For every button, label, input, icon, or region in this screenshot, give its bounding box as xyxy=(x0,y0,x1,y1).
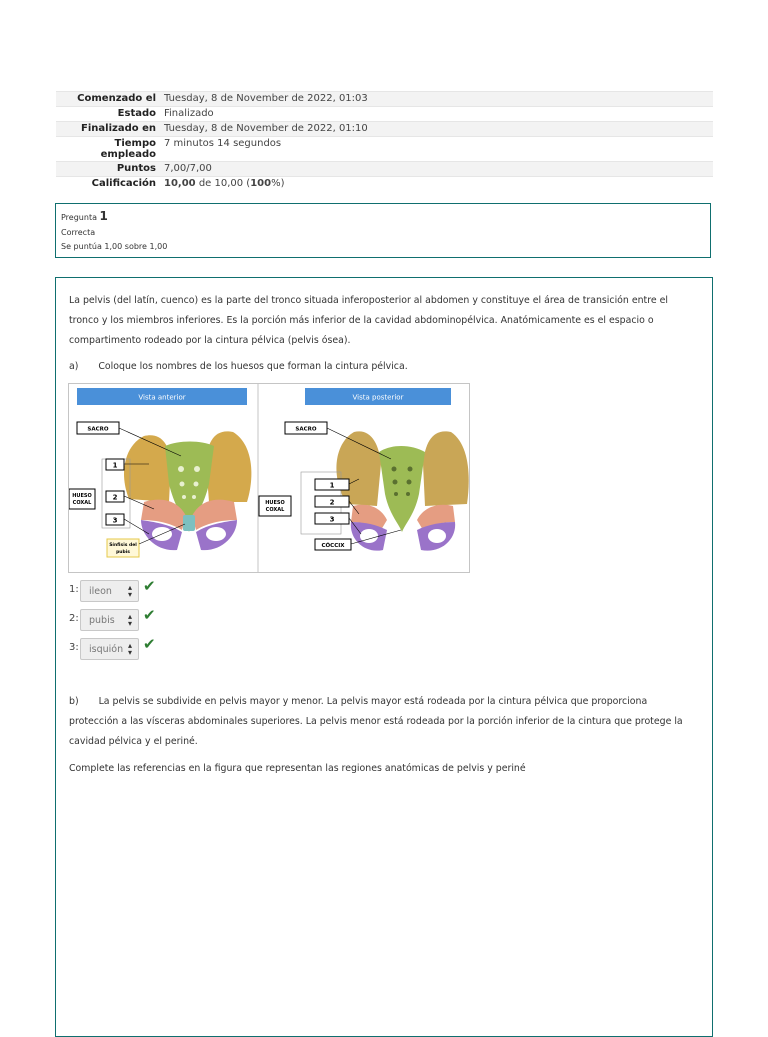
summary-value: 7,00/7,00 xyxy=(164,163,212,174)
posterior-sacro-label: SACRO xyxy=(295,426,317,433)
part-a-text xyxy=(69,357,695,377)
grade-score: 10,00 xyxy=(164,178,196,189)
answer-select[interactable] xyxy=(80,609,139,631)
answer-number: 1: xyxy=(69,584,79,595)
question-info-panel xyxy=(55,203,711,258)
part-b-marker: b) xyxy=(69,696,79,707)
correct-check-icon: ✔ xyxy=(143,635,156,653)
posterior-num-2: 2 xyxy=(329,498,335,507)
select-arrows-icon: ▴ ▾ xyxy=(127,612,132,628)
summary-label: Tiempo empleado xyxy=(100,138,156,160)
answer-select[interactable] xyxy=(80,638,139,660)
posterior-num-1: 1 xyxy=(329,481,335,490)
anterior-pelvis-drawing xyxy=(124,431,251,550)
pelvis-illustration xyxy=(69,384,469,572)
part-b-paragraph: La pelvis se subdivide en pelvis mayor y menor. La pelvis mayor está rodeada por la cintura pélvica que proporciona protección a las vísceras abdominales superiores. La pelvis menor está rodeada por la porción inferior de la cintura que protege la cavidad pélvica y el periné. xyxy=(69,696,683,747)
correct-check-icon: ✔ xyxy=(143,577,156,595)
posterior-num-3: 3 xyxy=(329,515,335,524)
part-b-instruction: Complete las referencias en la figura que representan las regiones anatómicas de pelvis y periné xyxy=(69,763,526,774)
summary-value: Tuesday, 8 de November de 2022, 01:10 xyxy=(164,123,368,134)
part-a-instruction: Coloque los nombres de los huesos que forman la cintura pélvica. xyxy=(98,361,408,372)
summary-label: Comenzado el xyxy=(77,93,156,104)
question-prefix: Pregunta xyxy=(61,213,97,222)
correct-check-icon: ✔ xyxy=(143,606,156,624)
sinfisis-label-2: pubis xyxy=(116,550,130,555)
posterior-pelvis-drawing xyxy=(336,431,468,550)
summary-value: Finalizado xyxy=(164,108,214,119)
anterior-num-2: 2 xyxy=(112,493,118,502)
anterior-title: Vista anterior xyxy=(138,393,186,402)
coccix-label: CÓCCIX xyxy=(321,543,345,549)
answer-number: 2: xyxy=(69,613,79,624)
summary-value: 7 minutos 14 segundos xyxy=(164,138,282,149)
part-b-text xyxy=(69,692,695,752)
answer-select-value: pubis xyxy=(89,615,115,626)
answer-select-value: ileon xyxy=(89,586,112,597)
question-state: Correcta xyxy=(61,228,96,237)
sinfisis-label-1: Sínfisis del xyxy=(109,543,137,548)
summary-label: Puntos xyxy=(116,163,156,174)
question-number xyxy=(61,209,705,223)
summary-value xyxy=(160,177,713,192)
anterior-num-1: 1 xyxy=(112,461,118,470)
anterior-hueso-label-1: HUESO xyxy=(72,493,92,499)
answer-select-value: isquión xyxy=(89,644,124,655)
grade-mid: de 10,00 ( xyxy=(195,178,251,189)
question-grade: Se puntúa 1,00 sobre 1,00 xyxy=(61,242,168,251)
question-number-value: 1 xyxy=(99,209,108,223)
summary-row xyxy=(56,92,713,107)
summary-row xyxy=(56,162,713,177)
posterior-hueso-label-1: HUESO xyxy=(265,500,285,506)
anterior-hueso-label-2: COXAL xyxy=(72,500,92,506)
pelvis-figure xyxy=(68,383,470,573)
anterior-num-3: 3 xyxy=(112,516,118,525)
select-arrows-icon: ▴ ▾ xyxy=(127,641,132,657)
summary-value: Tuesday, 8 de November de 2022, 01:03 xyxy=(164,93,368,104)
attempt-summary-table xyxy=(56,91,713,191)
posterior-hueso-label-2: COXAL xyxy=(265,507,285,513)
summary-label: Finalizado en xyxy=(81,123,156,134)
summary-row xyxy=(56,177,713,192)
select-arrows-icon: ▴ ▾ xyxy=(127,583,132,599)
question-intro: La pelvis (del latín, cuenco) es la parte del tronco situada inferoposterior al abdomen y constituye el área de transición entre el tronco y los miembros inferiores. Es la porción más inferior de la cavidad abdominopélvica. Anatómicamente es el espacio o compartimento rodeado por la cintura pélvica (pelvis ósea). xyxy=(69,295,668,346)
answer-select[interactable] xyxy=(80,580,139,602)
summary-row xyxy=(56,137,713,162)
summary-label: Estado xyxy=(117,108,156,119)
grade-end: %) xyxy=(271,178,285,189)
summary-row xyxy=(56,107,713,122)
posterior-title: Vista posterior xyxy=(352,393,404,402)
part-a-marker: a) xyxy=(69,361,79,372)
grade-percent: 100 xyxy=(250,178,272,189)
answer-number: 3: xyxy=(69,642,79,653)
anterior-sacro-label: SACRO xyxy=(87,426,109,433)
summary-row xyxy=(56,122,713,137)
summary-label: Calificación xyxy=(91,178,156,189)
